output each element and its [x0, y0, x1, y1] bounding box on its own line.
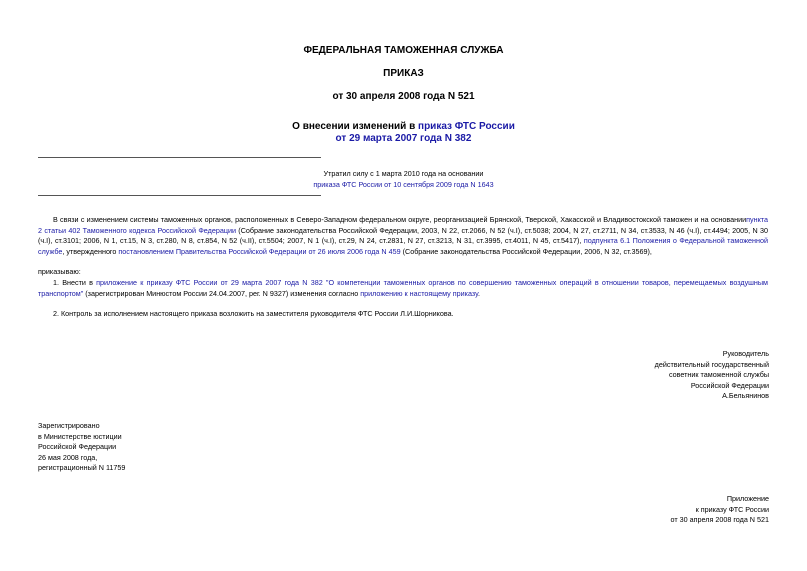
subject-text: О внесении изменений в	[292, 121, 419, 132]
registration-line: регистрационный N 11759	[38, 463, 126, 473]
document-type: ПРИКАЗ	[383, 68, 424, 79]
agency-title: ФЕДЕРАЛЬНАЯ ТАМОЖЕННАЯ СЛУЖБА	[303, 45, 504, 56]
document-subject-line2	[0, 133, 807, 144]
signature-name: А.Бельянинов	[722, 391, 769, 401]
signature-line: советник таможенной службы	[668, 370, 769, 380]
repeal-order-link[interactable]: приказа ФТС России от 10 сентября 2009 года N 1643	[313, 180, 494, 189]
status-note: Утратил силу с 1 марта 2010 года на основании	[323, 169, 484, 178]
government-resolution-link[interactable]: постановлением Правительства Российской Федерации от 26 июля 2006 года N 459	[118, 246, 401, 256]
signature-block	[655, 349, 769, 402]
item1-text-1: 1. Внести в	[53, 278, 97, 287]
regulation-link[interactable]: подпункта 6.1 Положения о Федеральной таможенной службе	[38, 236, 768, 256]
divider-top	[38, 157, 321, 158]
registration-line: Зарегистрировано	[38, 421, 100, 430]
divider-bottom	[38, 195, 321, 196]
signature-line: действительный государственный	[654, 359, 769, 369]
preamble-text-1: В связи с изменением системы таможенных органов, расположенных в Северо-Западном федеральном округе, реорганизацией Брянской, Тверской, Хакасской и Владивостокской таможен и на основании	[53, 215, 747, 224]
appendix-line: к приказу ФТС России	[695, 504, 769, 514]
tax-code-link[interactable]: пункта 2 статьи 402 Таможенного кодекса Российской Федерации	[38, 215, 768, 235]
document-subject	[0, 121, 807, 132]
subject-link-order-date[interactable]: от 29 марта 2007 года N 382	[335, 133, 472, 144]
subject-link-order[interactable]: приказ ФТС России	[418, 121, 515, 132]
appendix-order-382-link[interactable]: приложение к приказу ФТС России от 29 марта 2007 года N 382 "О компетенции таможенных органов по совершению таможенных операций в отношении товаров, перемещаемых воздушным транспортом"	[38, 278, 769, 298]
registration-line: в Министерстве юстиции	[38, 431, 122, 441]
registration-line: Российской Федерации	[38, 442, 117, 452]
preamble-text-4: (Собрание законодательства Российской Федерации, 2006, N 32, ст.3569),	[400, 246, 652, 256]
appendix-block	[670, 494, 769, 526]
document-date-number: от 30 апреля 2008 года N 521	[332, 91, 475, 102]
status-link-row	[0, 180, 807, 191]
item1-text-3: .	[477, 288, 480, 298]
order-item-1	[38, 278, 768, 299]
registration-block	[38, 421, 125, 474]
appendix-this-order-link[interactable]: приложению к настоящему приказу	[360, 288, 478, 298]
appendix-line: от 30 апреля 2008 года N 521	[670, 515, 769, 525]
order-item-2: 2. Контроль за исполнением настоящего приказа возложить на заместителя руководителя ФТС России Л.И.Шорникова.	[53, 309, 454, 318]
item1-text-2: (зарегистрирован Минюстом России 24.04.2007, рег. N 9327) изменения согласно	[83, 288, 361, 298]
preamble-paragraph	[38, 215, 768, 257]
signature-line: Руководитель	[722, 349, 769, 358]
signature-line: Российской Федерации	[690, 380, 769, 390]
order-word: приказываю:	[38, 267, 81, 276]
registration-line: 26 мая 2008 года,	[38, 452, 98, 462]
preamble-text-2: (Собрание законодательства Российской Федерации, 2003, N 22, ст.2066, N 52 (ч.I), ст.5038; 2004, N 27, ст.2711, N 34, ст.3533, N 46 (ч.I), ст.4494; 2005, N 30 (ч.I), ст.3101; 2006, N 1, ст.15, N 3, ст.280, N 8, ст.854, N 52 (ч.II), ст.5504; 2007, N 1 (ч.I), ст.29, N 24, ст.2831, N 27, ст.3213, N 31, ст.3995, ст.4011, N 45, ст.5417),	[38, 225, 769, 246]
appendix-line: Приложение	[726, 494, 769, 503]
preamble-text-3: , утвержденного	[62, 246, 119, 256]
